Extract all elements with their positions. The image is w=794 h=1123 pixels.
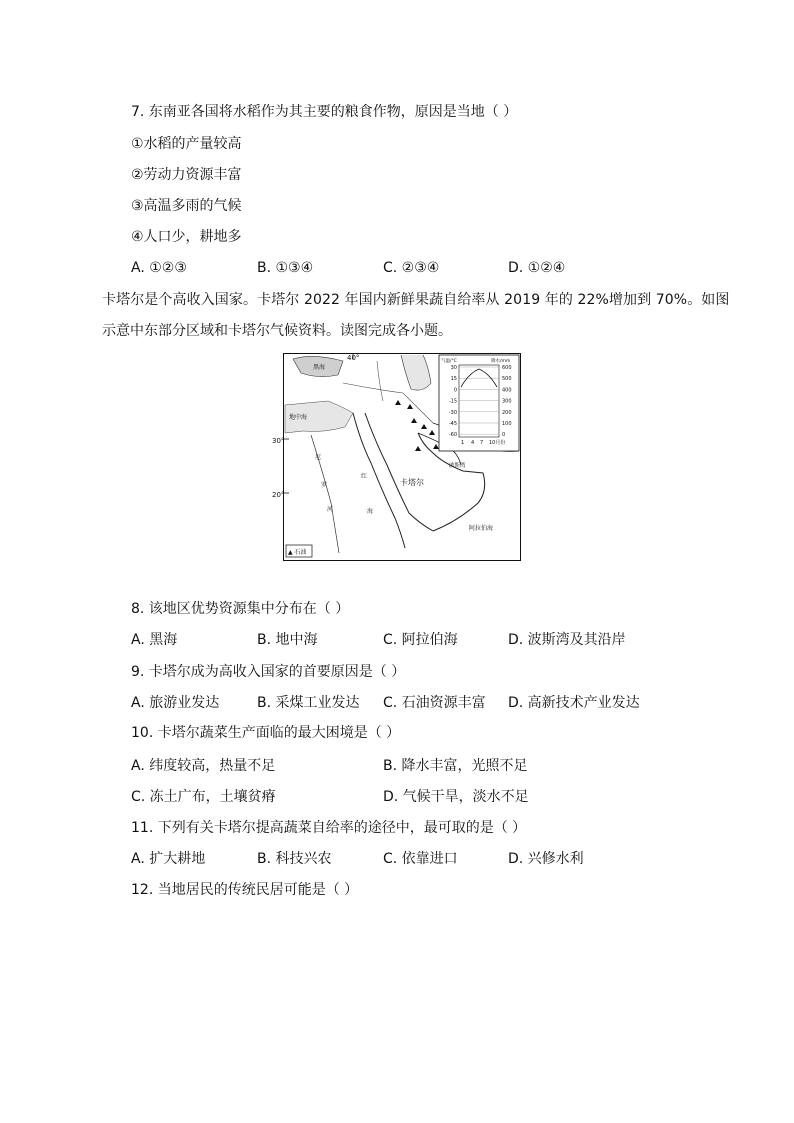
climate-precip-tick-label: 200 (502, 409, 512, 416)
question-11-option-b[interactable]: B. 科技兴农 (257, 851, 332, 867)
question-8-option-a[interactable]: A. 黑海 (131, 632, 178, 648)
climate-precip-tick-label: 600 (502, 365, 512, 371)
nile-char-2: 罗 (321, 482, 328, 489)
question-9-option-c[interactable]: C. 石油资源丰富 (383, 695, 486, 711)
arabian-sea-label: 阿拉伯海 (469, 525, 494, 532)
question-9-option-b[interactable]: B. 采煤工业发达 (257, 695, 360, 711)
climate-precip-tick-label: 400 (502, 387, 512, 394)
black-sea-label: 黑海 (313, 364, 326, 371)
climate-temp-tick-label: -45 (448, 421, 457, 427)
mediterranean-label: 地中海 (289, 414, 308, 421)
question-11-option-c[interactable]: C. 依靠进口 (383, 851, 458, 867)
lon-40-label: 40° (347, 354, 360, 362)
question-10-option-a[interactable]: A. 纬度较高，热量不足 (131, 758, 276, 774)
question-7-item-4: ④人口少，耕地多 (131, 229, 242, 245)
question-9-stem: 9. 卡塔尔成为高收入国家的首要原因是（ ） (131, 664, 406, 680)
climate-temp-tick-label: -60 (448, 432, 457, 439)
climate-month-10: 10月份 (489, 440, 506, 446)
qatar-label: 卡塔尔 (400, 478, 424, 487)
climate-precip-header: 降水/mm (491, 359, 511, 364)
question-7-option-d[interactable]: D. ①②④ (508, 260, 566, 276)
question-8-option-c[interactable]: C. 阿拉伯海 (383, 632, 458, 648)
lat-30-label: 30° (272, 437, 285, 445)
question-8-option-d[interactable]: D. 波斯湾及其沿岸 (508, 632, 626, 648)
question-10-option-b[interactable]: B. 降水丰富，光照不足 (383, 758, 528, 774)
question-9-option-a[interactable]: A. 旅游业发达 (131, 695, 220, 711)
question-7-option-b[interactable]: B. ①③④ (257, 260, 314, 276)
question-9-option-d[interactable]: D. 高新技术产业发达 (508, 695, 640, 711)
climate-precip-tick-label: 300 (502, 398, 512, 405)
question-8-stem: 8. 该地区优势资源集中分布在（ ） (131, 601, 350, 617)
climate-temp-header: 气温/°C (441, 359, 457, 364)
question-12-stem: 12. 当地居民的传统民居可能是（ ） (131, 882, 359, 898)
climate-month-4: 4 (471, 440, 475, 446)
question-11-option-d[interactable]: D. 兴修水利 (508, 851, 584, 867)
climate-temp-tick-label: -15 (448, 398, 457, 405)
question-8-option-b[interactable]: B. 地中海 (257, 632, 318, 648)
nile-char-3: 河 (327, 506, 334, 513)
nile-char-1: 尼 (315, 454, 322, 461)
question-7-item-1: ①水稻的产量较高 (131, 136, 242, 152)
climate-precip-tick-label: 0 (502, 432, 506, 439)
persian-gulf-label: 波斯湾 (449, 463, 466, 469)
intro-line-2: 示意中东部分区域和卡塔尔气候资料。读图完成各小题。 (102, 323, 452, 339)
climate-temp-tick-label: -30 (448, 409, 457, 416)
intro-line-1: 卡塔尔是个高收入国家。卡塔尔 2022 年国内新鲜果蔬自给率从 2019 年的 22%增加到 70%。如图 (102, 292, 730, 308)
climate-month-1: 1 (461, 440, 465, 446)
climate-precip-tick-label: 500 (502, 376, 512, 383)
question-7-stem: 7. 东南亚各国将水稻作为其主要的粮食作物，原因是当地（ ） (131, 104, 518, 120)
question-10-option-d[interactable]: D. 气候干旱，淡水不足 (383, 789, 529, 805)
question-10-option-c[interactable]: C. 冻土广布，土壤贫瘠 (131, 789, 276, 805)
question-7-option-a[interactable]: A. ①②③ (131, 260, 187, 276)
question-10-stem: 10. 卡塔尔蔬菜生产面临的最大困境是（ ） (131, 725, 401, 741)
middle-east-map-figure (272, 353, 521, 561)
question-7-option-c[interactable]: C. ②③④ (383, 260, 440, 276)
red-sea-char-2: 海 (367, 508, 374, 515)
legend-oil-label: ▲ 石油 (288, 549, 307, 556)
question-11-option-a[interactable]: A. 扩大耕地 (131, 851, 206, 867)
red-sea-char-1: 红 (361, 473, 368, 480)
climate-precip-tick-label: 100 (502, 421, 512, 427)
climate-temp-tick-label: 0 (453, 387, 457, 394)
question-7-item-3: ③高温多雨的气候 (131, 198, 242, 214)
climate-chart-inset (439, 355, 519, 451)
map-svg (272, 353, 521, 561)
climate-temp-tick-label: 30 (450, 365, 457, 371)
climate-temp-tick-label: 15 (450, 376, 457, 383)
question-11-stem: 11. 下列有关卡塔尔提高蔬菜自给率的途径中，最可取的是（ ） (131, 820, 527, 836)
climate-month-7: 7 (480, 440, 484, 446)
lat-20-label: 20° (272, 491, 285, 499)
question-7-item-2: ②劳动力资源丰富 (131, 167, 242, 183)
